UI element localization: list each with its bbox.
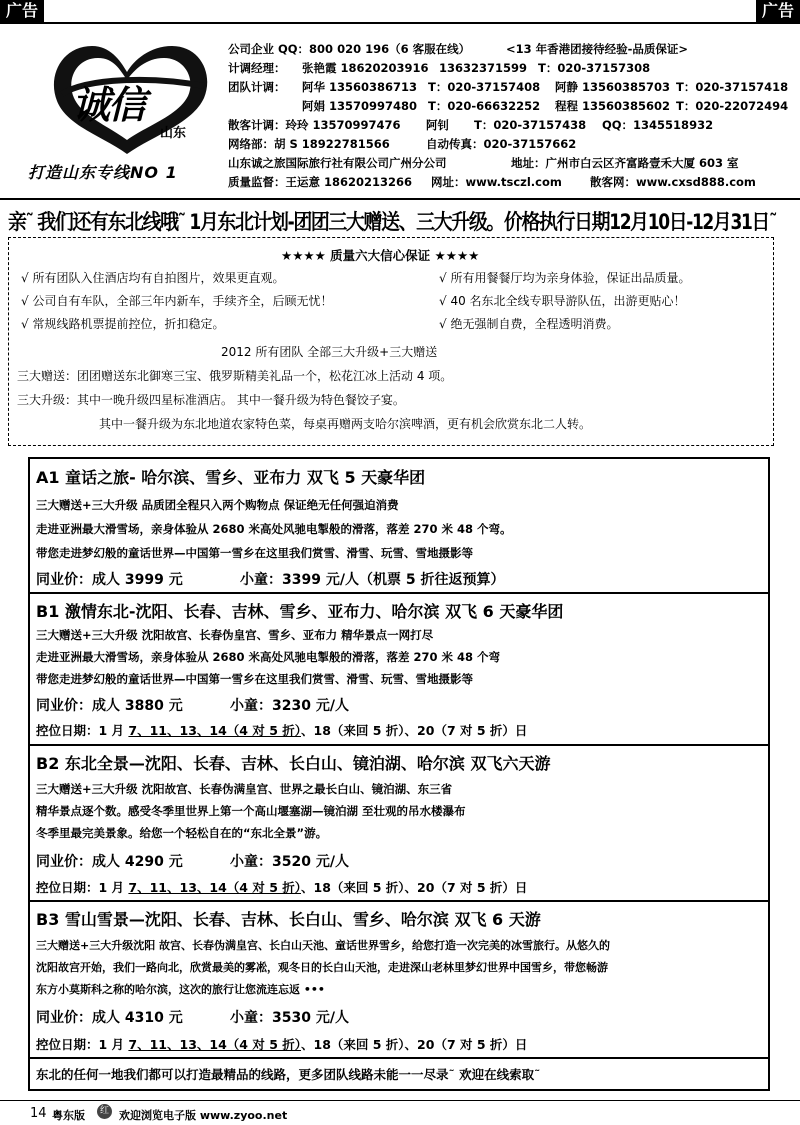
tour-line: 带您走进梦幻般的童话世界—中国第一雪乡在这里我们赏雪、滑雪、玩雪、雪地摄影等 — [36, 546, 473, 560]
top-rule — [0, 22, 800, 24]
retail-tel: T：020-37157438 — [474, 118, 587, 132]
team-contact-4: 程程 13560385602 — [555, 99, 671, 113]
logo-subtext: 山东 — [160, 126, 187, 141]
tour-title: B1 激情东北-沈阳、长春、吉林、雪乡、亚布力、哈尔滨 双飞 6 天豪华团 — [36, 602, 564, 621]
tour-line: 走进亚洲最大滑雪场，亲身体验从 2680 米高处风驰电掣般的滑落，落差 270 米 48 个弯。 — [36, 522, 512, 536]
tour-price: 同业价：成人 4310 元 — [36, 1010, 183, 1026]
dates-suffix: 、18（来回 5 折）、20（7 对 5 折）日 — [301, 723, 528, 738]
company-experience: <13 年香港团接待经验-品质保证> — [506, 42, 689, 56]
manager-tel: T：020-37157308 — [538, 61, 651, 75]
company-name: 山东诚之旅国际旅行社有限公司广州分公司 — [228, 156, 447, 170]
logo-text: 诚信 — [72, 82, 145, 127]
quality-supervisor: 质量监督：王运意 18620213266 — [228, 175, 413, 189]
tour-line: 三大赠送+三大升级 沈阳故宫、长春伪皇宫、雪乡、亚布力 精华景点一网打尽 — [36, 628, 434, 642]
tour-child-price: 小童：3399 元/人（机票 5 折往返预算） — [240, 572, 505, 588]
closing-note: 东北的任何一地我们都可以打造最精品的线路，更多团队线路未能一一尽录˜ 欢迎在线索取˜ — [36, 1067, 541, 1082]
company-qq: 公司企业 QQ：800 020 196（6 客服在线） — [228, 42, 471, 56]
tour-dates — [36, 721, 527, 739]
tour-line: 三大赠送+三大升级沈阳 故宫、长春伪满皇宫、长白山天池、童话世界雪乡，给您打造一次完美的冰雪旅行。从悠久的 — [36, 939, 611, 952]
tour-title: A1 童话之旅- 哈尔滨、雪乡、亚布力 双飞 5 天豪华团 — [36, 468, 426, 487]
tour-line: 走进亚洲最大滑雪场，亲身体验从 2680 米高处风驰电掣般的滑落，落差 270 米 48 个弯 — [36, 650, 501, 664]
dates-discount: 7、11、13、14（4 对 5 折） — [128, 880, 301, 895]
quality-right-1: √ 所有用餐餐厅均为亲身体验，保证出品质量。 — [439, 271, 691, 285]
network-dept: 网络部：胡 S 18922781566 — [228, 137, 390, 151]
tour-child-price: 小童：3520 元/人 — [230, 854, 349, 870]
headline: 亲˜ 我们还有东北线哦˜ 1月东北计划-团团三大赠送、三大升级。价格执行日期12月10日-12月31日˜ — [8, 210, 777, 234]
tour-price: 同业价：成人 3880 元 — [36, 698, 183, 714]
quality-guarantee-box — [8, 237, 774, 446]
dates-suffix: 、18（来回 5 折）、20（7 对 5 折）日 — [301, 880, 528, 895]
quality-left-1: √ 所有团队入住酒店均有自拍图片，效果更直观。 — [21, 271, 285, 285]
edition: 粤东版 — [52, 1109, 85, 1122]
tour-dates — [36, 1035, 527, 1053]
tour-divider — [30, 592, 768, 594]
team-contact-3: 阿娟 13570997480 — [302, 99, 418, 113]
tour-divider — [30, 1057, 768, 1059]
manager-phone-2: 13632371599 — [439, 61, 528, 75]
team-contact-1: 阿华 13560386713 — [302, 80, 418, 94]
tour-dates — [36, 878, 527, 896]
tour-line: 冬季里最完美景象。给您一个轻松自在的“东北全景”游。 — [36, 826, 328, 840]
tour-line: 三大赠送+三大升级 沈阳故宫、长春伪满皇宫、世界之最长白山、镜泊湖、东三省 — [36, 782, 453, 796]
badge-icon: 红 — [97, 1104, 112, 1119]
ad-tag-left: 广告 — [0, 0, 44, 22]
manager-label: 计调经理： — [228, 61, 286, 75]
tour-line: 三大赠送+三大升级 品质团全程只入两个购物点 保证绝无任何强迫消费 — [36, 498, 399, 512]
quality-right-2: √ 40 名东北全线专职导游队伍，出游更贴心！ — [439, 294, 686, 308]
page-number: 14 — [30, 1106, 47, 1121]
tour-child-price: 小童：3530 元/人 — [230, 1010, 349, 1026]
quality-title: ★★★★ 质量六大信心保证 ★★★★ — [281, 248, 480, 263]
team-tel-1: T：020-37157408 — [428, 80, 541, 94]
retail-contact-2: 阿钊 — [426, 118, 449, 132]
dates-prefix: 控位日期：1 月 — [36, 1037, 129, 1052]
dates-discount: 7、11、13、14（4 对 5 折） — [128, 723, 301, 738]
dates-prefix: 控位日期：1 月 — [36, 880, 129, 895]
quality-right-3: √ 绝无强制自费，全程透明消费。 — [439, 317, 619, 331]
tour-divider — [30, 900, 768, 902]
quality-left-3: √ 常规线路机票提前控位，折扣稳定。 — [21, 317, 225, 331]
team-tel-4: T：020-22072494 — [676, 99, 789, 113]
dates-discount: 7、11、13、14（4 对 5 折） — [128, 1037, 301, 1052]
retail-website: 散客网：www.cxsd888.com — [590, 175, 756, 189]
team-contact-2: 阿静 13560385703 — [555, 80, 671, 94]
quality-upgrades: 三大升级：其中一晚升级四星标准酒店。 其中一餐升级为特色餐饺子宴。 — [17, 393, 405, 407]
quality-left-2: √ 公司自有车队，全部三年内新车，手续齐全，后顾无忧！ — [21, 294, 333, 308]
team-tel-2: T：020-37157418 — [676, 80, 789, 94]
footer-rule — [0, 1100, 800, 1101]
retail-contact: 散客计调：玲玲 13570997476 — [228, 118, 401, 132]
auto-fax: 自动传真：020-37157662 — [426, 137, 577, 151]
footer-text: 欢迎浏览电子版 www.zyoo.net — [119, 1109, 288, 1122]
team-label: 团队计调： — [228, 80, 286, 94]
tour-price: 同业价：成人 3999 元 — [36, 572, 183, 588]
quality-gifts: 三大赠送：团团赠送东北御寒三宝、俄罗斯精美礼品一个，松花江冰上活动 4 项。 — [17, 369, 453, 383]
tour-title: B2 东北全景—沈阳、长春、吉林、长白山、镜泊湖、哈尔滨 双飞六天游 — [36, 754, 551, 773]
ad-tag-right: 广告 — [756, 0, 800, 22]
slogan: 打造山东专线NO 1 — [28, 163, 178, 182]
tour-price: 同业价：成人 4290 元 — [36, 854, 183, 870]
tour-line: 东方小莫斯科之称的哈尔滨，这次的旅行让您流连忘返 ••• — [36, 983, 325, 996]
company-address: 地址：广州市白云区齐富路壹禾大厦 603 室 — [511, 156, 739, 170]
dates-prefix: 控位日期：1 月 — [36, 723, 129, 738]
header-rule — [0, 198, 800, 200]
tours-box — [28, 457, 770, 1091]
company-logo — [32, 36, 222, 156]
tour-title: B3 雪山雪景—沈阳、长春、吉林、长白山、雪乡、哈尔滨 双飞 6 天游 — [36, 910, 541, 929]
tour-line: 带您走进梦幻般的童话世界—中国第一雪乡在这里我们赏雪、滑雪、玩雪、雪地摄影等 — [36, 672, 473, 686]
tour-line: 沈阳故宫开始，我们一路向北，欣赏最美的雾凇，观冬日的长白山天池，走进深山老林里梦幻世界中国雪乡，带您畅游 — [36, 961, 608, 974]
quality-subtitle: 2012 所有团队 全部三大升级+三大赠送 — [221, 345, 438, 359]
dates-suffix: 、18（来回 5 折）、20（7 对 5 折）日 — [301, 1037, 528, 1052]
tour-child-price: 小童：3230 元/人 — [230, 698, 349, 714]
tour-divider — [30, 744, 768, 746]
page-footer — [0, 1100, 800, 1125]
website: 网址：www.tsczl.com — [431, 175, 562, 189]
tour-line: 精华景点逐个数。感受冬季里世界上第一个高山堰塞湖—镜泊湖 至壮观的吊水楼瀑布 — [36, 804, 466, 818]
quality-upgrades-2: 其中一餐升级为东北地道农家特色菜，每桌再赠两支哈尔滨啤酒，更有机会欣赏东北二人转。 — [99, 417, 592, 431]
manager-name-phone: 张艳霞 18620203916 — [302, 61, 429, 75]
team-tel-3: T：020-66632252 — [428, 99, 541, 113]
retail-qq: QQ：1345518932 — [602, 118, 714, 132]
